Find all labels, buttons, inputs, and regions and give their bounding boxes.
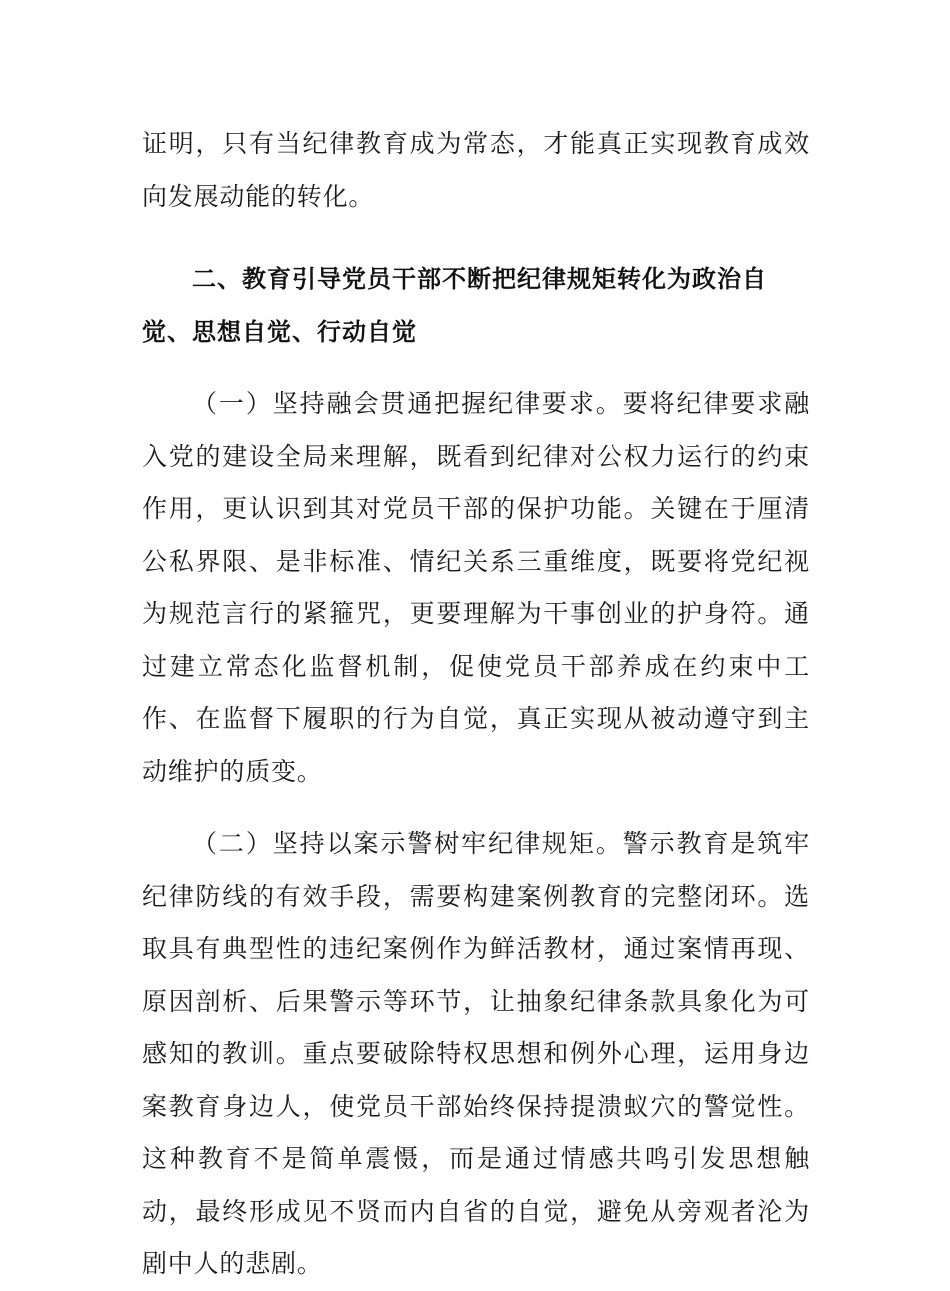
spacer	[142, 358, 810, 378]
section-heading: 二、教育引导党员干部不断把纪律规矩转化为政治自觉、思想自觉、行动自觉	[142, 265, 767, 346]
spacer	[142, 798, 810, 818]
paragraph-2: （二）坚持以案示警树牢纪律规矩。警示教育是筑牢纪律防线的有效手段，需要构建案例教育的完整闭环。选取具有典型性的违纪案例作为鲜活教材，通过案情再现、原因剖析、后果警示等环节，让抽象纪律条款具象化为可感知的教训。重点要破除特权思想和例外心理，运用身边案教育身边人，使党员干部始终保持提溃蚁穴的警觉性。这种教育不是简单震慑，而是通过情感共鸣引发思想触动，最终形成见不贤而内自省的自觉，避免从旁观者沦为剧中人的悲剧。	[142, 829, 810, 1278]
paragraph-1: （一）坚持融会贯通把握纪律要求。要将纪律要求融入党的建设全局来理解，既看到纪律对公权力运行的约束作用，更认识到其对党员干部的保护功能。关键在于厘清公私界限、是非标准、情纪关系三重维度，既要将党纪视为规范言行的紧箍咒，更要理解为干事创业的护身符。通过建立常态化监督机制，促使党员干部养成在约束中工作、在监督下履职的行为自觉，真正实现从被动遵守到主动维护的质变。	[142, 389, 810, 786]
document-body	[142, 118, 810, 1291]
intro-paragraph: 证明，只有当纪律教育成为常态，才能真正实现教育成效向发展动能的转化。	[142, 129, 810, 211]
spacer	[142, 223, 810, 253]
